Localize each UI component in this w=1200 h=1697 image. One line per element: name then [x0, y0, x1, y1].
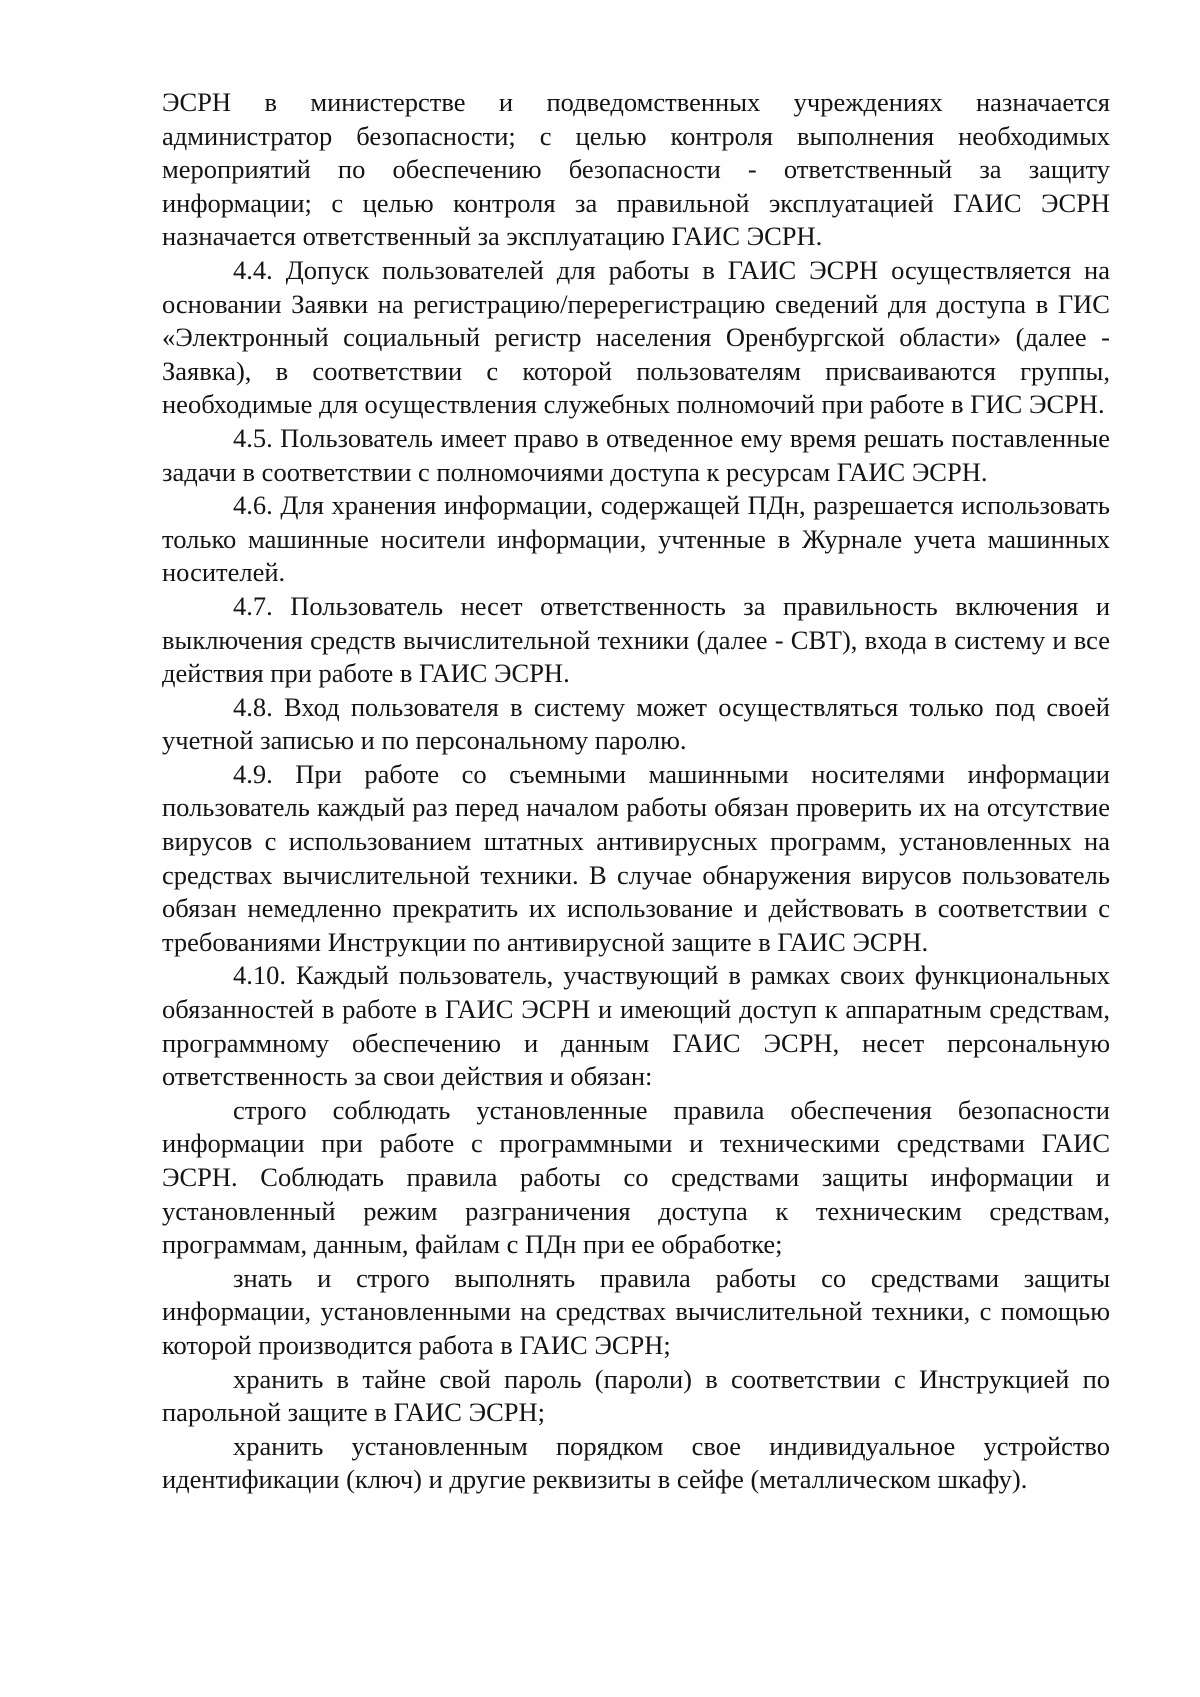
- paragraph-4-5: 4.5. Пользователь имеет право в отведенное ему время решать поставленные задачи в соответствии с полномочиями доступа к ресурсам ГАИС ЭСРН.: [162, 422, 1110, 487]
- list-item-obligation-2: знать и строго выполнять правила работы со средствами защиты информации, установленными на средствах вычислительной техники, с помощью которой производится работа в ГАИС ЭСРН;: [162, 1262, 1110, 1360]
- list-item-obligation-4: хранить установленным порядком свое индивидуальное устройство идентификации (ключ) и другие реквизиты в сейфе (металлическом шкафу).: [162, 1430, 1110, 1495]
- paragraph-4-9: 4.9. При работе со съемными машинными носителями информации пользователь каждый раз перед началом работы обязан проверить их на отсутствие вирусов с использованием штатных антивирусных программ, установленных на средствах вычислительной техники. В случае обнаружения вирусов пользователь обязан немедленно прекратить их использование и действовать в соответствии с требованиями Инструкции по антивирусной защите в ГАИС ЭСРН.: [162, 758, 1110, 957]
- list-item-obligation-1: строго соблюдать установленные правила обеспечения безопасности информации при работе с программными и техническими средствами ГАИС ЭСРН. Соблюдать правила работы со средствами защиты информации и установленный режим разграничения доступа к техническим средствам, программам, данным, файлам с ПДн при ее обработке;: [162, 1094, 1110, 1260]
- paragraph-4-4: 4.4. Допуск пользователей для работы в ГАИС ЭСРН осуществляется на основании Заявки на регистрацию/перерегистрацию сведений для доступа в ГИС «Электронный социальный регистр населения Оренбургской области» (далее - Заявка), в соответствии с которой пользователям присваиваются группы, необходимые для осуществления служебных полномочий при работе в ГИС ЭСРН.: [162, 254, 1110, 420]
- document-body: [162, 86, 1110, 1497]
- paragraph-4-8: 4.8. Вход пользователя в систему может осуществляться только под своей учетной записью и по персональному паролю.: [162, 691, 1110, 756]
- list-item-obligation-3: хранить в тайне свой пароль (пароли) в соответствии с Инструкцией по парольной защите в ГАИС ЭСРН;: [162, 1363, 1110, 1428]
- paragraph-4-10: 4.10. Каждый пользователь, участвующий в рамках своих функциональных обязанностей в работе в ГАИС ЭСРН и имеющий доступ к аппаратным средствам, программному обеспечению и данным ГАИС ЭСРН, несет персональную ответственность за свои действия и обязан:: [162, 960, 1110, 1092]
- paragraph-4-7: 4.7. Пользователь несет ответственность за правильность включения и выключения средств вычислительной техники (далее - СВТ), входа в систему и все действия при работе в ГАИС ЭСРН.: [162, 590, 1110, 689]
- paragraph-4-6: 4.6. Для хранения информации, содержащей ПДн, разрешается использовать только машинные носители информации, учтенные в Журнале учета машинных носителей.: [162, 490, 1110, 588]
- paragraph-continuation: ЭСРН в министерстве и подведомственных учреждениях назначается администратор безопасности; с целью контроля выполнения необходимых мероприятий по обеспечению безопасности - ответственный за защиту информации; с целью контроля за правильной эксплуатацией ГАИС ЭСРН назначается ответственный за эксплуатацию ГАИС ЭСРН.: [162, 87, 1110, 252]
